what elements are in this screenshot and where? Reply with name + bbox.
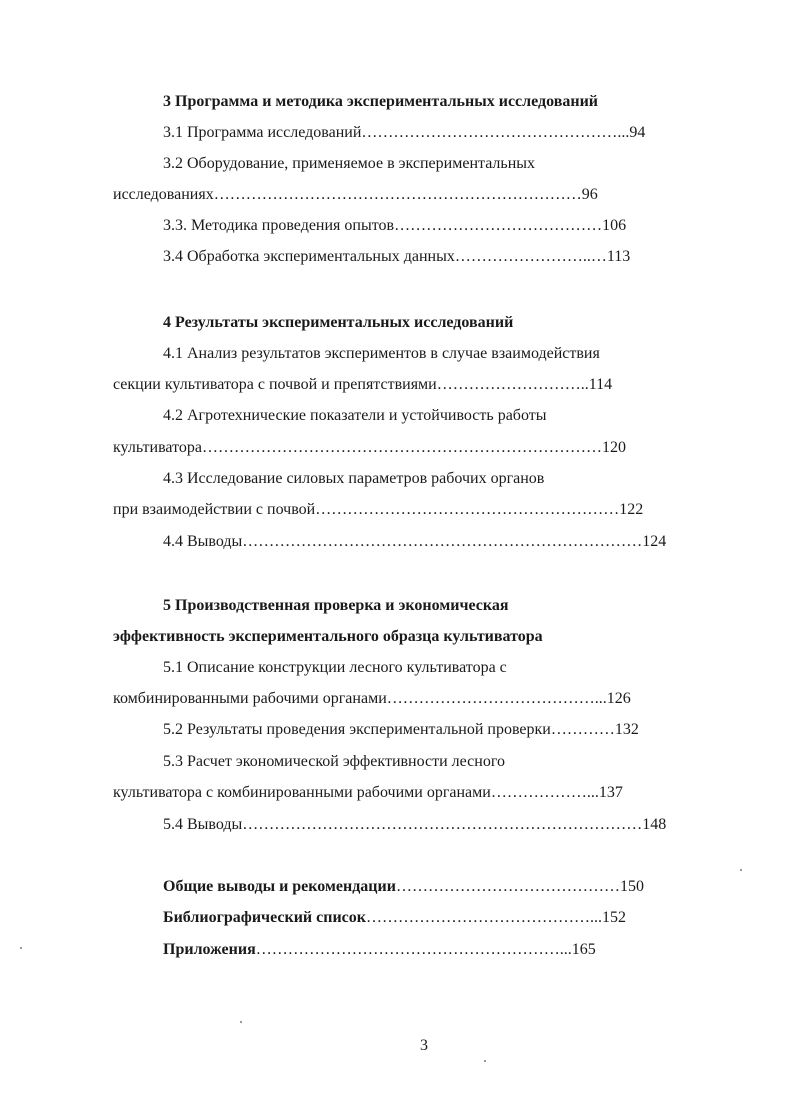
- toc-entry-bibliography-label: Библиографический список: [163, 909, 366, 926]
- section-3-title: 3 Программа и методика экспериментальных исследований: [163, 93, 599, 110]
- toc-entry-4-4: 4.4 Выводы…………………………………………………………………124: [163, 533, 667, 550]
- toc-entry-3-1: 3.1 Программа исследований…………………………………………...94: [163, 124, 646, 141]
- toc-entry-5-2: 5.2 Результаты проведения экспериментальной проверки…………132: [163, 721, 639, 738]
- toc-entry-4-3-line2: при взаимодействии с почвой…………………………………………………122: [113, 501, 644, 518]
- scan-speck: [240, 1021, 242, 1023]
- section-5-title-line2: эффективность экспериментального образца культиватора: [113, 628, 543, 645]
- scan-speck: [484, 1060, 486, 1062]
- section-5-title-line1: 5 Производственная проверка и экономическая: [163, 597, 509, 614]
- toc-entry-bibliography-leader: ……………………………………...152: [365, 909, 626, 926]
- toc-entry-5-4: 5.4 Выводы…………………………………………………………………148: [163, 816, 667, 833]
- toc-entry-5-3-line2: культиватора с комбинированными рабочими органами………………...137: [113, 784, 623, 801]
- toc-entry-5-1-line2: комбинированными рабочими органами…………………………………...126: [113, 690, 631, 707]
- toc-entry-3-4: 3.4 Обработка экспериментальных данных……………………..…113: [163, 248, 631, 265]
- toc-entry-5-3-line1: 5.3 Расчет экономической эффективности лесного: [163, 753, 505, 770]
- toc-entry-5-1-line1: 5.1 Описание конструкции лесного культиватора с: [163, 659, 507, 676]
- toc-entry-bibliography: [163, 908, 626, 928]
- toc-entry-4-2-line2: культиватора…………………………………………………………………120: [113, 439, 626, 456]
- toc-entry-4-3-line1: 4.3 Исследование силовых параметров рабочих органов: [163, 470, 545, 487]
- toc-entry-conclusions-leader: ……………………………………150: [395, 878, 644, 895]
- toc-entry-appendices-label: Приложения: [163, 941, 256, 958]
- section-4-title: 4 Результаты экспериментальных исследований: [163, 314, 514, 331]
- toc-entry-3-2-line2: исследованиях……………………………………………………………96: [113, 186, 598, 203]
- toc-entry-appendices-leader: …………………………………………………...165: [255, 941, 596, 958]
- toc-entry-4-2-line1: 4.2 Агротехнические показатели и устойчивость работы: [163, 407, 547, 424]
- toc-entry-4-1-line1: 4.1 Анализ результатов экспериментов в случае взаимодействия: [163, 345, 600, 362]
- toc-entry-conclusions-label: Общие выводы и рекомендации: [163, 878, 396, 895]
- toc-entry-4-1-line2: секции культиватора с почвой и препятствиями………………………..114: [113, 376, 613, 393]
- toc-entry-3-2-line1: 3.2 Оборудование, применяемое в экспериментальных: [163, 155, 536, 172]
- toc-entry-3-3: 3.3. Методика проведения опытов…………………………………106: [163, 217, 627, 234]
- scan-speck: [20, 947, 22, 949]
- toc-entry-conclusions: [163, 877, 644, 897]
- toc-entry-appendices: [163, 940, 596, 960]
- scan-speck: [740, 869, 742, 871]
- page-number: 3: [420, 1037, 428, 1054]
